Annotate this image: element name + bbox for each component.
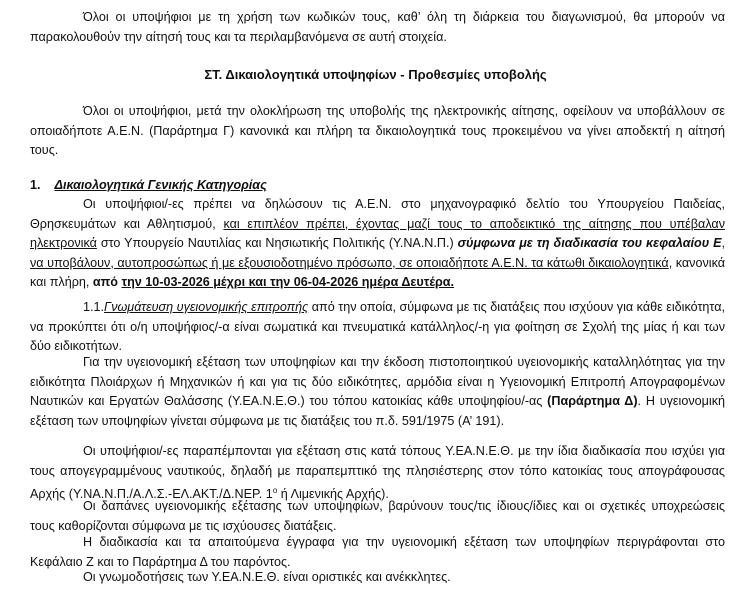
item11-para3 [30, 442, 725, 505]
item11-paragraph [30, 298, 725, 357]
item11-para3-a: Οι υποψήφιοι/-ες παραπέμπονται για εξέταση στις κατά τόπους Υ.ΕΑ.Ν.Ε.Θ. με την ίδια διαδικασία που ισχύει για τους απογεγραμμένους ναυτικούς, δηλαδή με παραπεμπτικό της πλησιέστερης στον τόπο κατοικίας τους απογράφουσας Αρχής (Υ.ΝΑ.Ν.Π./Α.Λ.Σ.-ΕΛ.ΑΚΤ./Δ.ΝΕΡ. 1 [30, 444, 725, 502]
item1-text-e: , [721, 236, 726, 250]
item1-text-g: , κανονικά και πλήρη, [30, 255, 725, 289]
item1-paragraph [30, 195, 725, 293]
item11-para2 [30, 353, 725, 431]
item1-text-a: Οι υποψήφιοι/-ες πρέπει να δηλώσουν τις Α.Ε.Ν. στο μηχανογραφικό δελτίο του Υπουργείου Παιδείας, Θρησκευμάτων και Αθλητισμού, [30, 197, 725, 231]
item1-text-h: από [92, 275, 122, 289]
section-paragraph: Όλοι οι υποψήφιοι, μετά την ολοκλήρωση της υποβολής της ηλεκτρονικής αίτησης, οφείλουν να υποβάλλουν σε οποιαδήποτε Α.Ε.Ν. (Παράρτημα Γ) κανονικά και πλήρη τα δικαιολογητικά τους προκειμένου να γίνει αποδεκτή η αίτησή τους. [30, 104, 725, 157]
item11-text: από την οποία, σύμφωνα με τις διατάξεις που ισχύουν για κάθε ειδικότητα, να προκύπτει ότι ο/η υποψήφιος/-α είναι σωματικά και πνευματικά κατάλληλος/-η για φοίτηση σε Σχολή της μίας ή και των δύο ειδικοτήτων. [30, 300, 725, 353]
item11-annex-d: (Παράρτημα Δ) [547, 394, 638, 408]
intro-paragraph: Όλοι οι υποψήφιοι με τη χρήση των κωδικών τους, καθ’ όλη τη διάρκεια του διαγωνισμού, θα μπορούν να παρακολουθούν την αίτησή τους και τα περιλαμβανόμενα σε αυτή στοιχεία. [30, 10, 725, 44]
item1-text-f: να υποβάλουν, αυτοπροσώπως ή με εξουσιοδοτημένο πρόσωπο, σε οποιαδήποτε Α.Ε.Ν. τα κάτωθι δικαιολογητικά [30, 255, 669, 270]
item1-deadline: την 10-03-2026 μέχρι και την 06-04-2026 ημέρα Δευτέρα. [121, 275, 455, 289]
item11-para3-b: ή Λιμενικής Αρχής). [277, 487, 389, 502]
item11-para2-a: Για την υγειονομική εξέταση των υποψηφίων και την έκδοση πιστοποιητικού υγειονομικής καταλληλότητας για την ειδικότητα Πλοιάρχων ή Μηχανικών ή και για τις δύο ειδικότητες, αρμόδια είναι η Υγειονομική Επιτροπή Απογραφομένων Ναυτικών και Εργατών Θαλάσσης (Υ.ΕΑ.Ν.Ε.Θ.) του τόπου κατοικίας κάθε υποψηφίου/-ας [30, 355, 725, 408]
item1-text-b: και επιπλέον πρέπει, έχοντας μαζί τους το αποδεικτικό της αίτησης που υπέβαλαν ηλεκτρονικά [30, 216, 725, 250]
item11-para4: Οι δαπάνες υγειονομικής εξέτασης των υποψηφίων, βαρύνουν τους/τις ίδιους/ίδιες και οι σχετικές υποχρεώσεις τους καθορίζονται σύμφωνα με τις ισχύουσες διατάξεις. [30, 499, 725, 533]
item1-title: Δικαιολογητικά Γενικής Κατηγορίας [54, 178, 267, 192]
item11-para6: Οι γνωμοδοτήσεις των Υ.ΕΑ.Ν.Ε.Θ. είναι οριστικές και ανέκκλητες. [83, 570, 451, 584]
item1-text-c: στο Υπουργείο Ναυτιλίας και Νησιωτικής Πολιτικής (Υ.ΝΑ.Ν.Π.) [96, 236, 458, 250]
section-title: ΣΤ. Δικαιολογητικά υποψηφίων - Προθεσμίες υποβολής [204, 67, 547, 82]
item1-text-d: σύμφωνα με τη διαδικασία του κεφαλαίου Ε [457, 236, 722, 250]
item11-para3-sup: ο [272, 486, 278, 495]
item1-heading [30, 176, 725, 196]
item11-number: 1.1. [83, 300, 105, 314]
item11-para2-c: . Η υγειονομική εξέταση των υποψηφίων γίνεται σύμφωνα με τις διατάξεις του π.δ. 591/1975 (Α’ 191). [30, 394, 725, 428]
item1-number: 1. [30, 178, 41, 192]
item11-para5: Η διαδικασία και τα απαιτούμενα έγγραφα για την υγειονομική εξέταση των υποψηφίων περιγράφονται στο Κεφάλαιο Ζ και το Παράρτημα Δ του παρόντος. [30, 535, 725, 569]
item11-title: Γνωμάτευση υγειονομικής επιτροπής [104, 300, 309, 314]
